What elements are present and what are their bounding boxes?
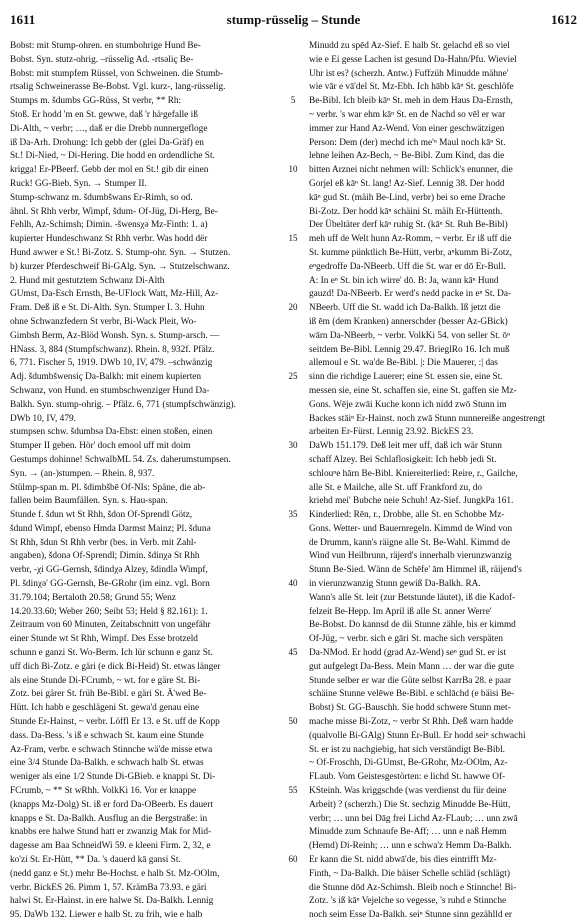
right-page-number: 1612: [551, 12, 577, 27]
text-line: Der Übeltäter derf kāⁿ ruhig St. (kāⁿ St. Ruh Be-Bibl): [309, 220, 508, 231]
line-number: 25: [288, 371, 298, 382]
text-line: Person: Dem (der) mechd ich me'ⁿ Maul noch kāⁿ St.: [309, 137, 506, 148]
text-line: wie vār e vā'del St. Mz-Ebh. Ich hābb kāⁿ St. geschlöfe: [309, 82, 514, 93]
text-line: allemoul e St. wa'de Be-Bibl. |: Die Mauerer, :| das: [309, 358, 498, 369]
text-line: Da-NMod. Er hodd (grad Az-Wend) seⁿ gud St. er ist: [309, 648, 507, 659]
text-line: ~ Of-Froschh, Di-GUmst, Be-GRohr, Mz-OOlm, Az-: [309, 758, 508, 769]
text-line: Er kann die St. nidd abwā'de, bis dies eintrifft Mz-: [309, 855, 497, 866]
text-line: stumpsen schw. šdumbsə Da-Ebst: einen stoßen, einen: [10, 427, 213, 438]
text-line: eⁿgedroffe Da-NBeerb. Uff die St. war er dō Er-Bull.: [309, 261, 506, 272]
text-line: schunn e ganzi St. Wo-Berm. Ich lür schunn e ganz St.: [10, 648, 213, 659]
text-line: halwi St. Er-Hainst. in ere halwe St. Da-Balkh. Lennig: [10, 896, 214, 907]
text-line: 95. DaWb 132. Liewer e halb St. zu frih, wie e halb: [10, 910, 203, 921]
text-line: ~ verbr. 's war ehm kāⁿ St. en de Nachd so vēl er war: [309, 109, 506, 120]
text-line: Wind vun Heilbrunn, räjerd's innerhalb vierunzwanzig: [309, 551, 512, 562]
text-line: Be-Bibl. Ich bleib kāⁿ St. meh in dem Haus Da-Ernsth,: [309, 96, 513, 107]
text-line: Of-Jüg, ~ verbr. sich e gāri St. mache sich verspäten: [309, 634, 504, 645]
text-line: ko'zi St. Er-Hütt, ** Da. 's dauerd kā gansi St.: [10, 855, 181, 866]
text-line: als eine Stunde Di-FCrumb, ~ wt. for e gäre St. Bi-: [10, 675, 201, 686]
text-line: Hund awwer e St.! Bi-Zotz. S. Stump-ohr. Syn. → Stutzen.: [10, 247, 231, 258]
text-line: mache misse Bi-Zotz, ~ verbr St Rhh. Deß warn hadde: [309, 717, 514, 728]
text-line: schaff Alzey. Bei Schlaflosigkeit: Ich hebb jedi St.: [309, 454, 497, 465]
text-line: Gorjel eß kāⁿ St. lang! Az-Sief. Lennig 38. Der hodd: [309, 178, 505, 189]
line-number-gutter: [284, 40, 302, 865]
text-line: (knapps Mz-Dolg) St. iß er ford Da-OBeerb. Es dauert: [10, 799, 213, 810]
text-line: NBeerb. Uff die St. wadd ich Da-Balkh. Iß jetzt die: [309, 303, 501, 314]
text-line: Stunn Be-Sied. Wänn de Schēfe' ām Himmel iß, räijend's: [309, 565, 522, 576]
text-line: Fehlh, Az-Schimsh; Dimin. -šwensχə Mz-Finth: 1. a): [10, 220, 208, 231]
text-line: angaben), šdonə Of-Sprendl; Dimin. šdinχə St Rhh: [10, 551, 200, 562]
text-line: lehne leihen Az-Bech, ~ Be-Bibl. Zum Kind, das die: [309, 151, 505, 162]
text-line: immer zur Hand Az-Wend. Von einer geschwätzigen: [309, 123, 505, 134]
text-line: HNass. 3, 884 (Stumpfschwanz). Rhein. 8, 932f. Pfälz.: [10, 344, 215, 355]
text-line: einer Stunde wt St Rhh, Wimpf. Des Esse brotzeld: [10, 634, 198, 645]
text-line: Schwanz, von Hund. en stumbschwenziger Hund Da-: [10, 385, 210, 396]
text-line: Kinderlied: Rēn, r., Drobbe, alle St. en Schobbe Mz-: [309, 510, 505, 521]
text-line: KSteinh. Was kriggschde (was verdienst du für deine: [309, 786, 507, 797]
text-line: Gons. Wēje zwāi Kuche konn ich nidd zwō Stunn im: [309, 399, 507, 410]
text-line: Gestumps dohinne! SchwalbML 54. Zs. daherumstumpsen.: [10, 454, 231, 465]
text-line: Minudde zum Schnaufe Be-Aff; … unn e naß Hemm: [309, 827, 507, 838]
line-number: 45: [288, 647, 298, 658]
text-line: Stunde f. šdun wt St Rhh, šdon Of-Sprendl Götz,: [10, 510, 193, 521]
text-line: knapps e St. Da-Balkh. Ausflug an die Bergstraße: in: [10, 813, 208, 824]
text-line: Hütt. Ich habb e geschlägeni St. gewa'd genau eine: [10, 703, 200, 714]
text-line: Stunde Er-Hainst, ~ verbr. Löffl Er 13. e St. uff de Kopp: [10, 717, 220, 728]
text-line: Bi-Zotz. Der hodd kāⁿ schäini St. mäih Er-Hüttenth.: [309, 206, 503, 217]
text-line: schäine Stunne velēwe Be-Bibl. e schlāchd (e bäisi Be-: [309, 689, 515, 700]
text-line: (nedd ganz e St.) mehr Be-Hochst. e halb St. Mz-OOlm,: [10, 868, 220, 879]
text-line: de Drumm, kann's räigne alle St. Be-Wahl. Kimmd de: [309, 537, 511, 548]
text-line: gauzd! Da-NBeerb. Er werd's nedd packe in eⁿ St. Da-: [309, 289, 512, 300]
text-line: (Hemd) Di-Reinh; … unn e schwa'z Hemm Da-Balkh.: [309, 841, 512, 852]
text-line: b) kurzer Pferdeschweif Bi-GAlg. Syn. → Stutzelschwanz.: [10, 261, 230, 272]
text-line: messen sie, eine St. schaffen sie, eine St. gaffen sie Mz-: [309, 385, 517, 396]
text-line: DWb 10, IV, 479.: [10, 413, 76, 424]
text-line: weniger als eine 1/2 Stunde Di-GBieb. e knappi St. Di-: [10, 772, 216, 783]
text-line: verbr; … unn bei Dāg frei Lichd Az-FLaub; … unn zwā: [309, 813, 518, 824]
text-line: Bobst. Syn. stutz-ohrig. –rüsselig Ad. -rtsəliç Be-: [10, 54, 194, 65]
text-line: sinn die richdige Lauerer; eine St. essen sie, eine St.: [309, 372, 503, 383]
text-line: kupierter Hundeschwanz St Rhh verbr. Was hodd dër: [10, 234, 208, 245]
text-line: Be-Bobst. Do kannsd de dii Stunne zähle, bis er kimmd: [309, 620, 516, 631]
text-line: Bobst: mit stumpfem Rüssel, von Schweinen. die Stumb-: [10, 68, 224, 79]
text-line: Ruck! GG-Bieb. Syn. → Stumper II.: [10, 178, 147, 189]
line-number: 30: [288, 440, 298, 451]
text-line: Arbeit) ? (scherzh.) Die St. sechzig Minudde Be-Hütt,: [309, 799, 511, 810]
text-line: alle St. e Mailche, alle St. uff Frankford zu, do: [309, 482, 483, 493]
text-line: iß ēm (dem Kranken) annerschder (besser Az-GBick): [309, 316, 508, 327]
text-line: die Stunne dōd Az-Schimsh. Bleib noch e Stinnche! Bi-: [309, 882, 517, 893]
running-head: stump-rüsselig – Stunde: [226, 12, 361, 27]
page-header: [10, 12, 577, 28]
text-line: Zotz. bei gärer St. früh Be-Bibl. e gäri St. Ä'wed Be-: [10, 689, 207, 700]
text-line: rtsəlig Schweinerasse Be-Bobst. Vgl. kurz-, lang-rüsselig.: [10, 82, 226, 93]
text-line: Stülmp-span m. Pl. šdimbšbē Of-NIs: Späne, die ab-: [10, 482, 206, 493]
text-line: kriehd mei' Bubche neie Schuh! Az-Sief. JungkPa 161.: [309, 496, 514, 507]
left-page-number: 1611: [10, 12, 36, 27]
text-line: Finth, ~ Da-Balkh. Die bäiser Schelle schläd (schlägt): [309, 868, 510, 879]
text-line: FCrumb, ~ ** St wRhh. VolkKi 16. Vor er knappe: [10, 786, 197, 797]
text-line: Minudd zu spēd Az-Sief. E halb St. gelachd eß so viel: [309, 41, 510, 51]
text-line: gut aufgelegt Da-Bess. Mein Mann … der war die gute: [309, 661, 514, 672]
text-line: meh uff de Welt hunn Az-Romm, ~ verbr. Er iß uff die: [309, 234, 512, 245]
text-line: dagesse am Baa SchneidWi 59. e kleeni Firm. 2, 32, e: [10, 841, 211, 852]
text-line: Bobst) St. GG-Bauschh. Sie hodd schwere Stunn met-: [309, 703, 511, 714]
text-line: A: In eⁿ St. bin ich wirre' dō. B: Ja, wann kāⁿ Hund: [309, 275, 499, 286]
text-line: eine 3/4 Stunde Da-Balkh. e schwach halb St. etwas: [10, 758, 204, 769]
text-line: in vierunzwanzig Stunn gewiß Da-Balkh. RA.: [309, 579, 481, 590]
text-line: Zotz. 's iß kāⁿ Vejelche so vegesse, 's ruhd e Stinnche: [309, 896, 507, 907]
text-line: St. er ist zu nachgiebig, hat sich verständigt Be-Bibl.: [309, 744, 505, 755]
text-line: Pl. šdinχə' GG-Gernsh, Be-GRohr (im einz. vgl. Born: [10, 579, 210, 590]
text-line: uff dich Bi-Zotz. e gäri (e dick Bi-Heid) St. etwas länger: [10, 661, 221, 672]
text-line: ähnl. St Rhh verbr, Wimpf, šdum- Of-Jüg, Di-Herg, Be-: [10, 206, 218, 217]
text-line: verbr, -χi GG-Gernsh, šdindχə Alzey, šdindlə Wimpf,: [10, 565, 208, 576]
left-column: [10, 40, 276, 921]
text-line: 31.79.104; Bertaloth 20.58; Grund 55; Wenz: [10, 592, 176, 603]
text-line: verbr. BickES 26. Pimm 1, 57. KrämBa 73.93. e gäri: [10, 882, 207, 893]
text-line: Stumps m. šdumbs GG-Rüss, St verbr, ** Rh:: [10, 96, 182, 107]
text-line: wārn Da-NBeerb, ~ verbr. VolkKi 54. von seller St. ōⁿ: [309, 330, 511, 341]
text-line: noch seim Esse Da-Balkh. seiⁿ Stunne sinn gezählld er: [309, 910, 513, 921]
text-line: Stoß. Er hodd 'm en St. gewwe, daß 'r häˢgefalle iß: [10, 109, 198, 120]
line-number: 55: [288, 785, 298, 796]
text-line: knabbs ere halwe Stund hatt er zwanzig Mak for Mid-: [10, 827, 212, 838]
text-line: (qualvolle Bi-GAlg) Stunn Er-Bull. Er hodd seiⁿ schwachi: [309, 730, 526, 741]
text-line: Uhr ist es? (scherzh. Antw.) Fuffzüh Minudde mähne': [309, 68, 509, 79]
line-number: 60: [288, 854, 298, 865]
line-number: 10: [288, 164, 298, 175]
text-line: Syn. → (an-)stumpen. – Rhein. 8, 937.: [10, 468, 155, 479]
text-line: Stunde selber er war die Güte selbst KarrBa 28. e paar: [309, 675, 512, 686]
text-line: Gimbsh Berm, Az-Blöd Wonsh. Syn. s. Stump-arsch. —: [10, 330, 220, 341]
text-line: St.! Di-Nied, ~ Di-Hering. Die hodd en ordendliche St.: [10, 151, 215, 162]
text-line: GUmst, Da-Esch Ernsth, Be-UFlock Watt, Mz-Hill, Az-: [10, 289, 219, 300]
text-line: šdund Wimpf, ebenso Hmda Darmst Mainz; Pl. šdunə: [10, 523, 211, 534]
text-line: Stumper II geben. Hör' doch emool uff mit doim: [10, 441, 191, 452]
text-line: ohne Schwanzfedern St verbr, Bi-Wack Pleit, Wo-: [10, 316, 197, 327]
text-line: 6, 771. Fischer 5, 1919. DWb 10, IV, 479. –schwänzig: [10, 358, 213, 369]
right-column: [309, 40, 575, 921]
text-line: St Rhh, šdun St Rhh verbr (bes. in Verb. mit Zahl-: [10, 537, 197, 548]
line-number: 20: [288, 302, 298, 313]
text-line: Stump-schwanz m. šdumbšwans Er-Rimh, so od.: [10, 192, 193, 203]
text-line: Di-Alth, ~ verbr; …, daß er die Drebb nunnergefloge: [10, 123, 208, 134]
text-line: bitten Arznei nicht nehmen will: Schlick's enunner, die: [309, 165, 513, 176]
text-line: Fram. Deß iß e St. Di-Alth. Syn. Stumper I. 3. Huhn: [10, 303, 205, 314]
text-line: arbeiten Er-Fürst. Lennig 23.92. BickES 23.: [309, 427, 474, 438]
text-line: Wann's alle St. leit (zur Betstunde läutet), iß die Kadof-: [309, 592, 516, 603]
text-line: 2. Hund mit gestutztem Schwanz Di-Alth: [10, 275, 165, 286]
line-number: 50: [288, 716, 298, 727]
text-line: krigga! Er-PBeerf. Gebb der mol en St.! gib dir einen: [10, 165, 209, 176]
text-line: St. kumme pünktlich Be-Hütt, verbr, aⁿkumm Bi-Zotz,: [309, 247, 512, 258]
text-line: schlouⁿe hārn Be-Bibl. Kniereiterlied: Reire, r., Gailche,: [309, 468, 518, 479]
text-line: Gons. Wetter- und Bauernregeln. Kimmd de Wind von: [309, 523, 513, 534]
text-line: iß Da-Arh. Drohung: Ich gebb der (glei Da-Gräf) en: [10, 137, 204, 148]
text-line: Adj. šdumbšwensiç Da-Balkh: mit einem kupierten: [10, 372, 202, 383]
text-line: wie e Ei gesse Lachen ist gesund Da-Hahn/Pfu. Wieviel: [309, 54, 517, 65]
line-number: 5: [290, 95, 296, 106]
line-number: 15: [288, 233, 298, 244]
line-number: 40: [288, 578, 298, 589]
text-line: kāⁿ gud St. (mäih Be-Lind, verbr) bei so eme Drache: [309, 192, 506, 203]
text-line: DaWb 151.179. Deß leit mer uff, daß ich wär Stunn: [309, 441, 502, 452]
text-line: fallen beim Baumfällen. Syn. s. Hau-span.: [10, 496, 168, 507]
text-line: Backes stāiⁿ Er-Hainst. noch zwā Stunn nunnereiße angestrengt: [309, 413, 546, 424]
text-line: Bobst: mit Stump-ohren. en stumbohrige Hund Be-: [10, 41, 201, 51]
text-line: Balkh. Syn. stump-ohrig. – Pfälz. 6, 771 (stumpfschwänzig).: [10, 399, 236, 410]
line-number: 35: [288, 509, 298, 520]
text-line: FLaub. Vom Geistesgestörten: e lichd St. hawwe Of-: [309, 772, 506, 783]
text-line: seitdem Be-Bibl. Lennig 29.47. BrieglRo 16. Ich muß: [309, 344, 510, 355]
text-line: 14.20.33.60; Weber 260; Seibt 53; Held § 82.161): 1.: [10, 606, 208, 617]
text-line: Az-Fram, verbr. e schwach Stinnche wä'de misse etwa: [10, 744, 213, 755]
text-line: Zeitraum von 60 Minuten, Zeitabschnitt von ungefähr: [10, 620, 211, 631]
text-line: dass. Da-Bess. 's iß e schwach St. kaum eine Stunde: [10, 730, 204, 741]
text-line: felzeit Be-Hepp. Im April iß alle St. anner Werre': [309, 606, 492, 617]
